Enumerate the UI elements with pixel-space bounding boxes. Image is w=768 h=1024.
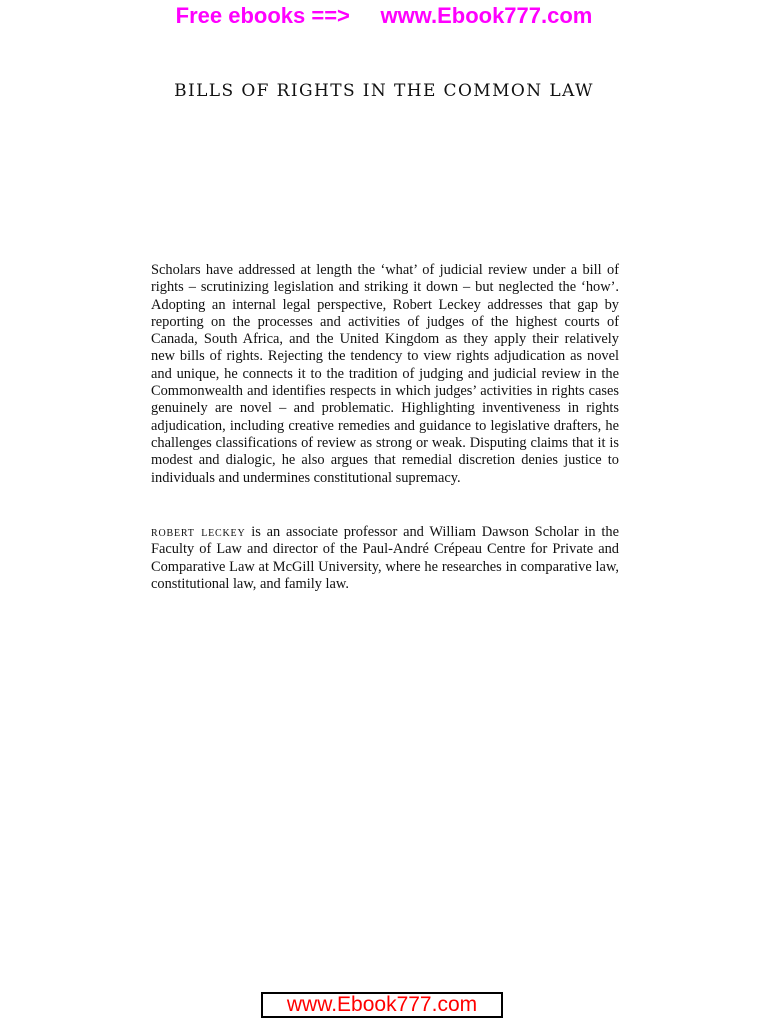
author-name: robert leckey (151, 524, 246, 540)
top-banner[interactable] (0, 2, 768, 32)
banner-link[interactable]: www.Ebook777.com (380, 3, 593, 28)
blurb-paragraph: Scholars have addressed at length the ‘what’ of judicial review under a bill of rights – scrutinizing legislation and striking it down – but neglected the ‘how’. Adopting an internal legal perspective, Robert Leckey addresses that gap by reporting on the processes and activities of judges of the highest courts of Canada, South Africa, and the United Kingdom as they apply their relatively new bills of rights. Rejecting the tendency to view rights adjudication as novel and unique, he connects it to the tradition of judging and judicial review in the Commonwealth and identifies respects in which judges’ activities in rights cases genuinely are novel – and problematic. Highlighting inventiveness in rights adjudication, including creative remedies and guidance to legislative drafters, he challenges classifications of review as strong or weak. Disputing claims that it is modest and dialogic, he also argues that remedial discretion denies justice to individuals and undermines constitutional supremacy. (151, 262, 619, 486)
footer-link[interactable]: www.Ebook777.com (286, 993, 478, 1016)
footer-link-box[interactable] (261, 992, 503, 1018)
book-blurb (151, 262, 619, 487)
author-bio-text: is an associate professor and William Dawson Scholar in the Faculty of Law and director of the Paul-André Crépeau Centre for Private and Comparative Law at McGill University, where he researches in comparative law, constitutional law, and family law. (151, 524, 619, 592)
banner-left-text[interactable]: Free ebooks ==> (175, 3, 350, 28)
author-bio (151, 524, 619, 593)
book-title: BILLS OF RIGHTS IN THE COMMON LAW (174, 81, 594, 101)
